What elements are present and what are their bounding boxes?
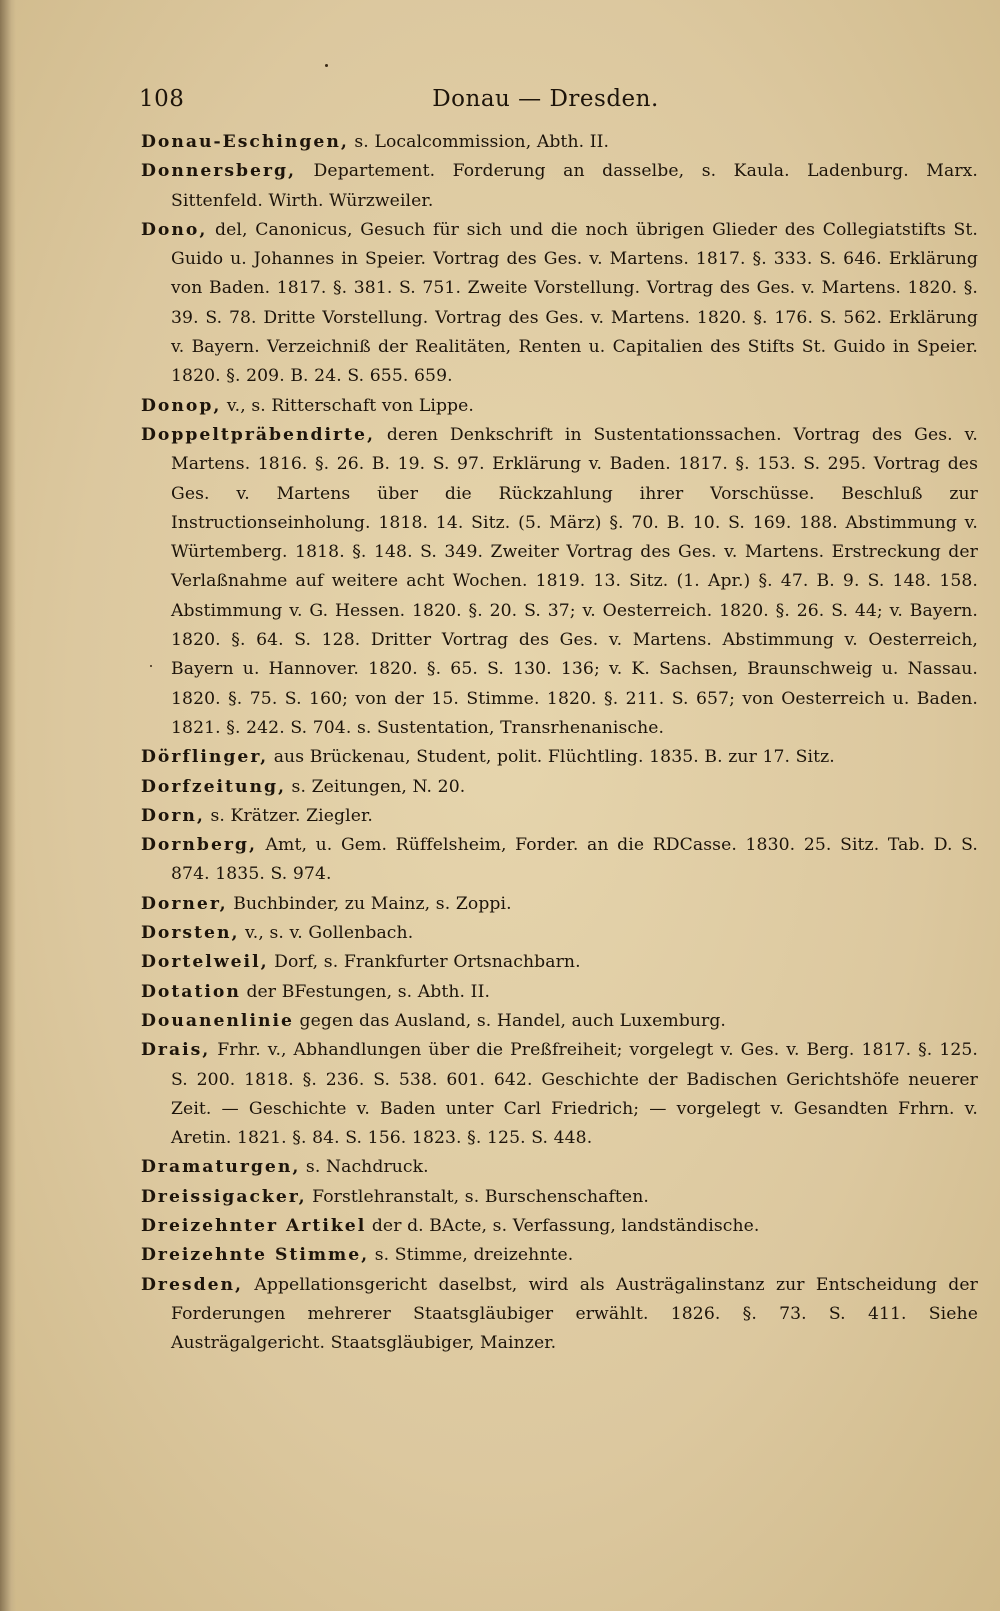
entry-headword: Dotation	[141, 981, 241, 1002]
index-entry	[141, 157, 978, 216]
entry-text: s. Krätzer. Ziegler.	[204, 805, 373, 826]
entry-headword: Dreizehnte Stimme,	[141, 1245, 370, 1266]
index-entry	[141, 948, 978, 977]
index-entry	[141, 831, 978, 890]
entry-text: s. Stimme, dreizehnte.	[369, 1245, 574, 1266]
entry-text: v., s. v. Gollenbach.	[239, 923, 414, 944]
entry-text: aus Brückenau, Student, polit. Flüchtling. 1835. B. zur 17. Sitz.	[268, 747, 835, 768]
entry-headword: Dorner,	[141, 893, 228, 914]
index-entry	[141, 128, 978, 157]
entry-headword: Dortelweil,	[141, 952, 269, 973]
index-entry	[141, 802, 978, 831]
entry-headword: Dorfzeitung,	[141, 776, 286, 797]
index-entry	[141, 1241, 978, 1270]
entry-text: der BFestungen, s. Abth. II.	[240, 981, 491, 1002]
index-entry	[141, 890, 978, 919]
entry-headword: Dreissigacker,	[141, 1186, 307, 1207]
index-entry	[141, 978, 978, 1007]
entry-headword: Dorn,	[141, 805, 205, 826]
entry-text: del, Canonicus, Gesuch für sich und die noch übrigen Glieder des Collegiatstifts St. Guido u. Johannes in Speier. Vortrag des Ges. v. Martens. 1817. §. 333. S. 646. Erklärung von Baden. 1817. §. 381. S. 751. Zweite Vorstellung. Vortrag des Ges. v. Martens. 1820. §. 39. S. 78. Dritte Vorstellung. Vortrag des Ges. v. Martens. 1820. §. 176. S. 562. Erklärung v. Bayern. Verzeichniß der Realitäten, Renten u. Capitalien des Stifts St. Guido in Speier. 1820. §. 209. B. 24. S. 655. 659.	[171, 219, 978, 387]
index-entry	[141, 421, 978, 743]
index-entry	[141, 919, 978, 948]
entry-headword: Doppeltpräbendirte,	[141, 424, 375, 445]
page-header	[139, 82, 952, 122]
index-entries	[141, 128, 978, 1358]
entry-text: gegen das Ausland, s. Handel, auch Luxemburg.	[293, 1010, 726, 1031]
index-entry	[141, 1036, 978, 1153]
entry-headword: Dörflinger,	[141, 747, 269, 768]
entry-text: s. Zeitungen, N. 20.	[285, 776, 466, 797]
entry-headword: Dreizehnter Artikel	[141, 1215, 367, 1236]
entry-text: Dorf, s. Frankfurter Ortsnachbarn.	[268, 952, 581, 973]
entry-headword: Dono,	[141, 219, 208, 240]
entry-text: Departement. Forderung an dasselbe, s. Kaula. Ladenburg. Marx. Sittenfeld. Wirth. Würzweiler.	[171, 161, 978, 211]
page-number: 108	[139, 86, 185, 112]
entry-text: Buchbinder, zu Mainz, s. Zoppi.	[227, 893, 512, 914]
entry-text: s. Nachdruck.	[300, 1157, 429, 1178]
index-entry	[141, 1271, 978, 1359]
entry-headword: Dramaturgen,	[141, 1157, 301, 1178]
index-entry	[141, 216, 978, 392]
entry-text: Forstlehranstalt, s. Burschenschaften.	[306, 1186, 649, 1207]
entry-text: Amt, u. Gem. Rüffelsheim, Forder. an die RDCasse. 1830. 25. Sitz. Tab. D. S. 874. 1835. S. 974.	[171, 835, 978, 885]
entry-headword: Dresden,	[141, 1274, 244, 1295]
index-entry	[141, 392, 978, 421]
paper-speck	[150, 665, 152, 667]
entry-headword: Donau-Eschingen,	[141, 132, 349, 152]
entry-headword: Dornberg,	[141, 835, 257, 856]
entry-headword: Drais,	[141, 1040, 211, 1061]
entry-headword: Dorsten,	[141, 923, 240, 944]
index-entry	[141, 1212, 978, 1241]
index-entry	[141, 1183, 978, 1212]
entry-text: der d. BActe, s. Verfassung, landständische.	[366, 1215, 760, 1236]
page-edge-shadow	[0, 0, 16, 1611]
index-entry	[141, 743, 978, 772]
index-entry	[141, 1153, 978, 1182]
index-entry	[141, 773, 978, 802]
entry-text: deren Denkschrift in Sustentationssachen. Vortrag des Ges. v. Martens. 1816. §. 26. B. 19. S. 97. Erklärung v. Baden. 1817. §. 153. S. 295. Vortrag des Ges. v. Martens über die Rückzahlung ihrer Vorschüsse. Beschluß zur Instructionseinholung. 1818. 14. Sitz. (5. März) §. 70. B. 10. S. 169. 188. Abstimmung v. Würtemberg. 1818. §. 148. S. 349. Zweiter Vortrag des Ges. v. Martens. Erstreckung der Verlaßnahme auf weitere acht Wochen. 1819. 13. Sitz. (1. Apr.) §. 47. B. 9. S. 148. 158. Abstimmung v. G. Hessen. 1820. §. 20. S. 37; v. Oesterreich. 1820. §. 26. S. 44; v. Bayern. 1820. §. 64. S. 128. Dritter Vortrag des Ges. v. Martens. Abstimmung v. Oesterreich, Bayern u. Hannover. 1820. §. 65. S. 130. 136; v. K. Sachsen, Braunschweig u. Nassau. 1820. §. 75. S. 160; von der 15. Stimme. 1820. §. 211. S. 657; von Oesterreich u. Baden. 1821. §. 242. S. 704. s. Sustentation, Transrhenanische.	[171, 424, 978, 738]
entry-headword: Douanenlinie	[141, 1010, 294, 1031]
entry-headword: Donop,	[141, 395, 222, 416]
entry-text: s. Localcommission, Abth. II.	[348, 132, 610, 152]
entry-headword: Donnersberg,	[141, 161, 297, 182]
entry-text: v., s. Ritterschaft von Lippe.	[221, 395, 474, 416]
running-title: Donau — Dresden.	[432, 86, 659, 112]
index-entry	[141, 1007, 978, 1036]
entry-text: Frhr. v., Abhandlungen über die Preßfreiheit; vorgelegt v. Ges. v. Berg. 1817. §. 125. S. 200. 1818. §. 236. S. 538. 601. 642. Geschichte der Badischen Gerichtshöfe neuerer Zeit. — Geschichte v. Baden unter Carl Friedrich; — vorgelegt v. Gesandten Frhrn. v. Aretin. 1821. §. 84. S. 156. 1823. §. 125. S. 448.	[171, 1040, 978, 1149]
entry-text: Appellationsgericht daselbst, wird als Austrägalinstanz zur Entscheidung der Forderungen mehrerer Staatsgläubiger erwählt. 1826. §. 73. S. 411. Siehe Austrägalgericht. Staatsgläubiger, Mainzer.	[171, 1274, 978, 1354]
paper-speck	[325, 64, 328, 67]
